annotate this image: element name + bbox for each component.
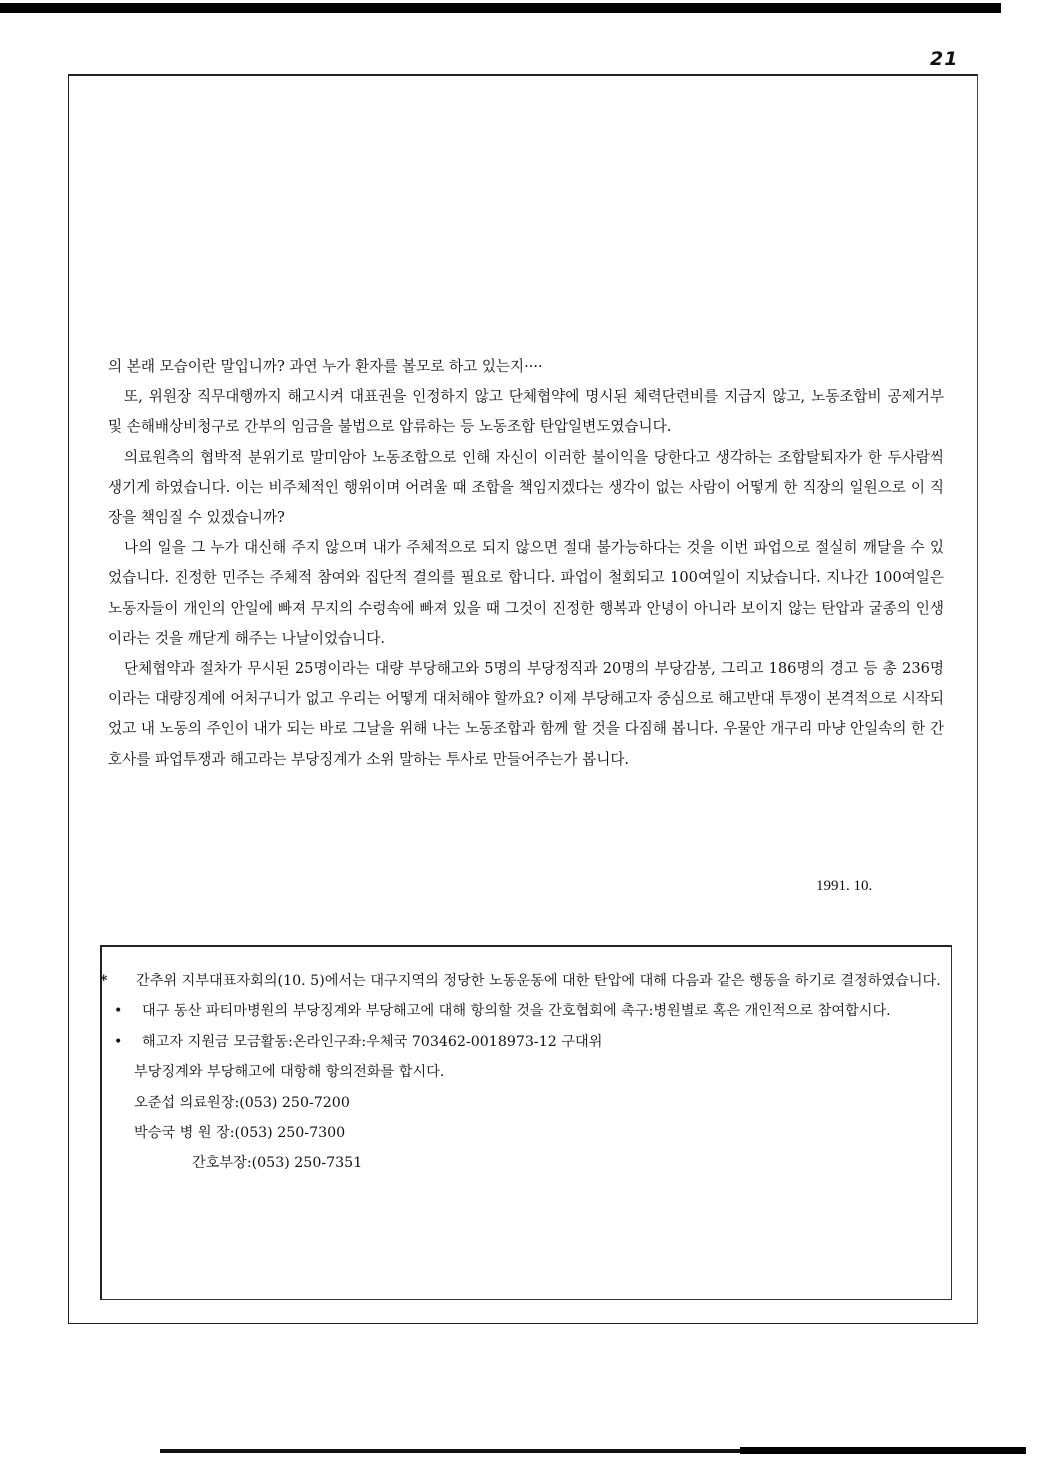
notice-bullet-text: 대구 동산 파티마병원의 부당징계와 부당해고에 대해 항의할 것을 간호협회에 촉구:병원별로 혹은 개인적으로 참여합시다. (142, 1003, 891, 1020)
article-paragraph: 의료원측의 협박적 분위기로 말미암아 노동조합으로 인해 자신이 이러한 불이익을 당한다고 생각하는 조합탈퇴자가 한 두사람씩 생기게 하였습니다. 이는 비주체적인 행위이며 어려울 때 조합을 책임지겠다는 생각이 없는 사람이 어떻게 한 직장의 일원으로 이 직장을 책임질 수 있겠습니까? (108, 448, 944, 527)
article-date: 1991. 10. (816, 878, 873, 894)
contact-line: 오준섭 의료원장:(053) 250-7200 (134, 1094, 350, 1111)
notice-protest-line: 부당징계와 부당해고에 대항해 항의전화를 합시다. (134, 1064, 445, 1081)
bullet-dot-icon: • (114, 1003, 123, 1020)
notice-content (100, 966, 942, 1179)
bullet-dot-icon: • (114, 1033, 123, 1050)
article-paragraph: 나의 일을 그 누가 대신해 주지 않으며 내가 주체적으로 되지 않으면 절대 불가능하다는 것을 이번 파업으로 절실히 깨달을 수 있었습니다. 진정한 민주는 주체적 참여와 집단적 결의를 필요로 합니다. 파업이 철회되고 100여일이 지났습니다. 지나간 100여일은 노동자들이 개인의 안일에 빠져 무지의 수렁속에 빠져 있을 때 그것이 진정한 행복과 안녕이 아니라 보이지 않는 탄압과 굴종의 인생이라는 것을 깨닫게 해주는 나날이었습니다. (108, 539, 944, 647)
page-number: 21 (930, 48, 959, 70)
article-paragraph: 의 본래 모습이란 말입니까? 과연 누가 환자를 볼모로 하고 있는지···· (108, 358, 543, 375)
article-paragraph: 단체협약과 절차가 무시된 25명이라는 대량 부당해고와 5명의 부당정직과 20명의 부당감봉, 그리고 186명의 경고 등 총 236명이라는 대량징계에 어처구니가 없고 우리는 어떻게 대처해야 할까요? 이제 부당해고자 중심으로 해고반대 투쟁이 본격적으로 시작되었고 내 노동의 주인이 내가 되는 바로 그날을 위해 나는 노동조합과 함께 할 것을 다짐해 봅니다. 우물안 개구리 마냥 안일속의 한 간호사를 파업투쟁과 해고라는 부당징계가 소위 말하는 투사로 만들어주는가 봅니다. (108, 660, 944, 768)
bottom-border-rule-thick (740, 1447, 1026, 1454)
contact-line: 박승국 병 원 장:(053) 250-7300 (134, 1125, 346, 1142)
article-paragraph: 또, 위원장 직무대행까지 해고시켜 대표권을 인정하지 않고 단체협약에 명시된 체력단련비를 지급지 않고, 노동조합비 공제거부 및 손해배상비청구로 간부의 임금을 불법으로 압류하는 등 노동조합 탄압일변도였습니다. (108, 388, 944, 436)
top-border-rule (0, 3, 1001, 13)
notice-bullet-text: 해고자 지원금 모금활동:온라인구좌:우체국 703462-0018973-12 구대위 (142, 1033, 603, 1050)
notice-intro (100, 966, 942, 996)
asterisk-icon: * (100, 973, 108, 989)
notice-bullet (114, 996, 942, 1026)
notice-bullet (114, 1027, 942, 1057)
notice-intro-text: 간추위 지부대표자회의(10. 5)에서는 대구지역의 정당한 노동운동에 대한 탄압에 대해 다음과 같은 행동을 하기로 결정하였습니다. (136, 973, 941, 989)
article-body (108, 352, 944, 775)
contact-line: 간호부장:(053) 250-7351 (192, 1155, 363, 1172)
